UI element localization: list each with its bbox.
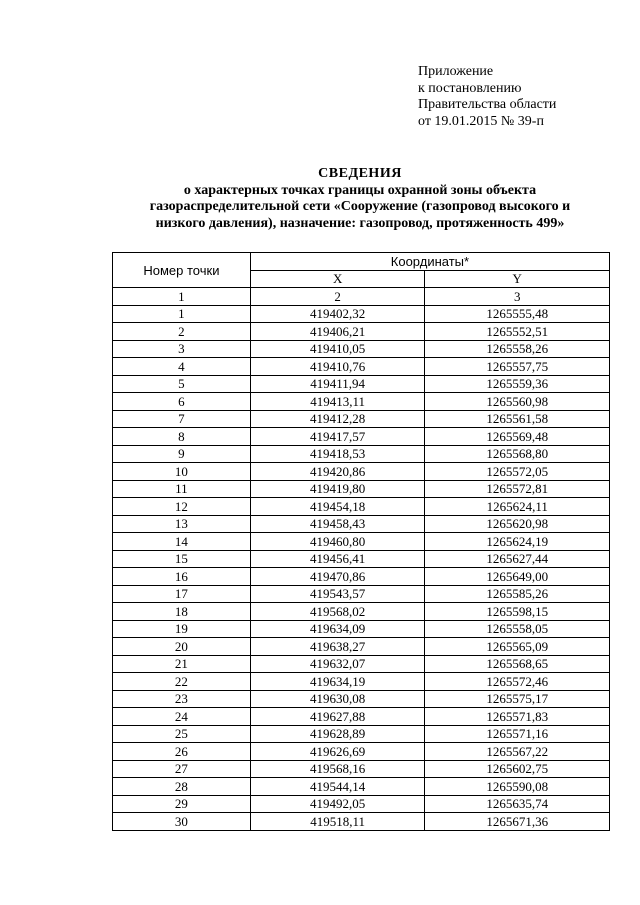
- heading-line: низкого давления), назначение: газопровод, протяженность 499»: [155, 215, 565, 231]
- table-body: [113, 305, 610, 830]
- y-coordinate-cell: 1265624,19: [425, 533, 610, 551]
- y-coordinate-cell: 1265602,75: [425, 760, 610, 778]
- x-coordinate-cell: 419634,09: [250, 620, 425, 638]
- y-coordinate-cell: 1265571,16: [425, 725, 610, 743]
- x-coordinate-cell: 419419,80: [250, 480, 425, 498]
- table-row: [113, 445, 610, 463]
- appendix-line: к постановлению: [418, 80, 522, 96]
- y-coordinate-cell: 1265635,74: [425, 795, 610, 813]
- appendix-line: Правительства области: [418, 97, 557, 112]
- x-coordinate-cell: 419632,07: [250, 655, 425, 673]
- table-row: [113, 725, 610, 743]
- table-row: [113, 480, 610, 498]
- index-cell: 3: [425, 288, 610, 306]
- point-number-cell: 10: [113, 463, 251, 481]
- y-coordinate-cell: 1265559,36: [425, 375, 610, 393]
- y-coordinate-cell: 1265572,05: [425, 463, 610, 481]
- point-number-cell: 24: [113, 708, 251, 726]
- table-row: [113, 620, 610, 638]
- point-number-cell: 9: [113, 445, 251, 463]
- y-coordinate-cell: 1265620,98: [425, 515, 610, 533]
- point-number-cell: 7: [113, 410, 251, 428]
- table-row: [113, 603, 610, 621]
- y-coordinate-cell: 1265575,17: [425, 690, 610, 708]
- x-coordinate-cell: 419470,86: [250, 568, 425, 586]
- y-coordinate-cell: 1265572,81: [425, 480, 610, 498]
- table-row: [113, 393, 610, 411]
- table-row: [113, 708, 610, 726]
- x-coordinate-cell: 419411,94: [250, 375, 425, 393]
- x-coordinate-cell: 419413,11: [250, 393, 425, 411]
- table-row: [113, 760, 610, 778]
- point-number-cell: 21: [113, 655, 251, 673]
- point-number-cell: 29: [113, 795, 251, 813]
- table-row: [113, 498, 610, 516]
- x-coordinate-cell: 419406,21: [250, 323, 425, 341]
- point-number-cell: 11: [113, 480, 251, 498]
- point-number-cell: 16: [113, 568, 251, 586]
- x-coordinate-cell: 419568,16: [250, 760, 425, 778]
- point-number-cell: 5: [113, 375, 251, 393]
- table-row: [113, 585, 610, 603]
- x-coordinate-cell: 419630,08: [250, 690, 425, 708]
- y-coordinate-cell: 1265568,65: [425, 655, 610, 673]
- point-number-cell: 4: [113, 358, 251, 376]
- y-coordinate-cell: 1265671,36: [425, 813, 610, 831]
- x-coordinate-cell: 419568,02: [250, 603, 425, 621]
- point-number-cell: 6: [113, 393, 251, 411]
- table-row: [113, 463, 610, 481]
- y-coordinate-cell: 1265627,44: [425, 550, 610, 568]
- y-coordinate-cell: 1265598,15: [425, 603, 610, 621]
- point-number-cell: 18: [113, 603, 251, 621]
- y-coordinate-cell: 1265561,58: [425, 410, 610, 428]
- point-number-cell: 8: [113, 428, 251, 446]
- table-row: [113, 638, 610, 656]
- table-row: [113, 655, 610, 673]
- x-coordinate-cell: 419410,76: [250, 358, 425, 376]
- y-coordinate-cell: 1265552,51: [425, 323, 610, 341]
- x-coordinate-cell: 419417,57: [250, 428, 425, 446]
- table-row: [113, 813, 610, 831]
- y-coordinate-cell: 1265567,22: [425, 743, 610, 761]
- y-coordinate-cell: 1265560,98: [425, 393, 610, 411]
- table-row: [113, 305, 610, 323]
- table-row: [113, 428, 610, 446]
- point-number-cell: 2: [113, 323, 251, 341]
- appendix-line: от 19.01.2015 № 39-п: [418, 113, 544, 129]
- table-row: [113, 568, 610, 586]
- table-row: [113, 323, 610, 341]
- heading-line: газораспределительной сети «Сооружение (газопровод высокого и: [149, 199, 571, 214]
- x-coordinate-cell: 419402,32: [250, 305, 425, 323]
- y-coordinate-cell: 1265565,09: [425, 638, 610, 656]
- x-coordinate-cell: 419460,80: [250, 533, 425, 551]
- y-coordinate-cell: 1265557,75: [425, 358, 610, 376]
- y-coordinate-cell: 1265585,26: [425, 585, 610, 603]
- table-row: [113, 515, 610, 533]
- y-coordinate-cell: 1265572,46: [425, 673, 610, 691]
- x-coordinate-cell: 419454,18: [250, 498, 425, 516]
- point-number-cell: 27: [113, 760, 251, 778]
- point-number-cell: 1: [113, 305, 251, 323]
- index-cell: 1: [113, 288, 251, 306]
- x-coordinate-cell: 419544,14: [250, 778, 425, 796]
- y-coordinate-cell: 1265649,00: [425, 568, 610, 586]
- table-row: [113, 690, 610, 708]
- heading-line: о характерных точках границы охранной зоны объекта: [183, 182, 537, 198]
- point-number-cell: 3: [113, 340, 251, 358]
- y-coordinate-cell: 1265569,48: [425, 428, 610, 446]
- table-row: [113, 533, 610, 551]
- y-coordinate-cell: 1265590,08: [425, 778, 610, 796]
- x-coordinate-cell: 419418,53: [250, 445, 425, 463]
- x-coordinate-cell: 419492,05: [250, 795, 425, 813]
- appendix-line: Приложение: [418, 64, 494, 79]
- x-coordinate-cell: 419420,86: [250, 463, 425, 481]
- table-row: [113, 795, 610, 813]
- x-coordinate-cell: 419634,19: [250, 673, 425, 691]
- document-heading: [90, 166, 630, 232]
- y-coordinate-cell: 1265624,11: [425, 498, 610, 516]
- point-number-cell: 12: [113, 498, 251, 516]
- x-coordinate-cell: 419410,05: [250, 340, 425, 358]
- table-row: [113, 358, 610, 376]
- x-coordinate-cell: 419518,11: [250, 813, 425, 831]
- y-coordinate-cell: 1265571,83: [425, 708, 610, 726]
- document-title: СВЕДЕНИЯ: [318, 166, 402, 181]
- point-number-cell: 30: [113, 813, 251, 831]
- point-number-cell: 23: [113, 690, 251, 708]
- x-coordinate-cell: 419628,89: [250, 725, 425, 743]
- point-number-cell: 26: [113, 743, 251, 761]
- x-coordinate-cell: 419412,28: [250, 410, 425, 428]
- table-row: [113, 340, 610, 358]
- header-coordinates: Координаты*: [250, 253, 609, 271]
- x-coordinate-cell: 419626,69: [250, 743, 425, 761]
- point-number-cell: 19: [113, 620, 251, 638]
- appendix-note: [418, 64, 556, 130]
- header-y: Y: [425, 270, 610, 288]
- point-number-cell: 14: [113, 533, 251, 551]
- coordinates-table: [112, 252, 610, 831]
- table-row: [113, 410, 610, 428]
- y-coordinate-cell: 1265568,80: [425, 445, 610, 463]
- table-row: [113, 778, 610, 796]
- y-coordinate-cell: 1265555,48: [425, 305, 610, 323]
- point-number-cell: 17: [113, 585, 251, 603]
- x-coordinate-cell: 419543,57: [250, 585, 425, 603]
- x-coordinate-cell: 419638,27: [250, 638, 425, 656]
- point-number-cell: 15: [113, 550, 251, 568]
- y-coordinate-cell: 1265558,26: [425, 340, 610, 358]
- index-cell: 2: [250, 288, 425, 306]
- point-number-cell: 13: [113, 515, 251, 533]
- x-coordinate-cell: 419456,41: [250, 550, 425, 568]
- table-row: [113, 743, 610, 761]
- header-point-number: Номер точки: [113, 253, 251, 288]
- x-coordinate-cell: 419627,88: [250, 708, 425, 726]
- table-row: [113, 375, 610, 393]
- point-number-cell: 20: [113, 638, 251, 656]
- point-number-cell: 25: [113, 725, 251, 743]
- header-x: X: [250, 270, 425, 288]
- y-coordinate-cell: 1265558,05: [425, 620, 610, 638]
- table-row: [113, 550, 610, 568]
- x-coordinate-cell: 419458,43: [250, 515, 425, 533]
- point-number-cell: 28: [113, 778, 251, 796]
- point-number-cell: 22: [113, 673, 251, 691]
- table-row: [113, 673, 610, 691]
